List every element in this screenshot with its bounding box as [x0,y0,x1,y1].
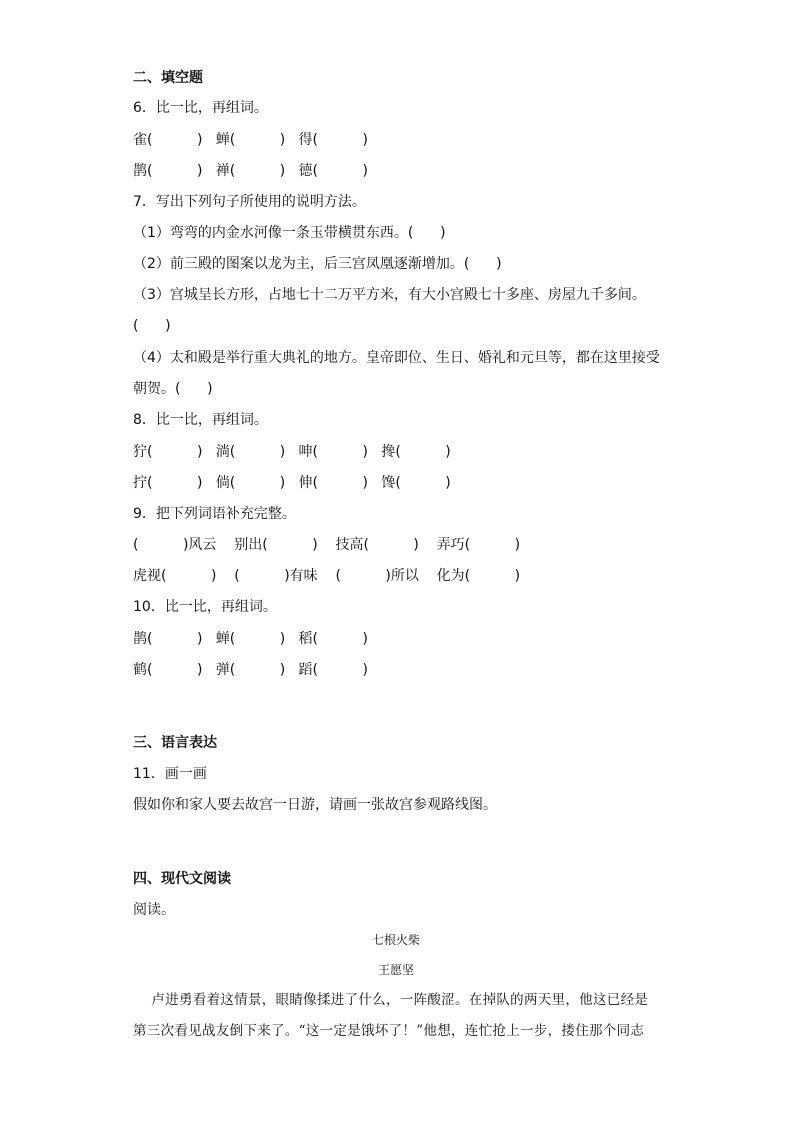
q9-row1: ( )风云 别出( ) 技高( ) 弄巧( ) [133,537,521,553]
section-fill-blank: 二、填空题 [133,70,203,86]
q8-row2: 拧( ) 倘( ) 伸( ) 馋( ) [133,475,451,491]
story-author: 王愿坚 [378,963,415,977]
q7-s2: （2）前三殿的图案以龙为主，后三宫凤凰逐渐增加。( ) [133,256,502,272]
q8-prompt: 8．比一比，再组词。 [133,412,268,428]
q7-s1: （1）弯弯的内金水河像一条玉带横贯东西。( ) [133,225,446,241]
q10-row1: 鹊( ) 蝉( ) 稻( ) [133,631,368,647]
story-title: 七根火柴 [372,933,421,947]
q11-text: 假如你和家人要去故宫一日游，请画一张故宫参观路线图。 [133,797,497,813]
story-line-1: 卢进勇看着这情景，眼睛像揉进了什么，一阵酸涩。在掉队的两天里，他这已经是 [133,992,649,1008]
q6-prompt: 6．比一比，再组词。 [133,100,268,116]
q9-row2: 虎视( ) ( )有味 ( )所以 化为( ) [133,568,521,584]
q7-s3a: （3）宫城呈长方形，占地七十二万平方米，有大小宫殿七十多座、房屋九千多间。 [133,287,646,303]
reading-intro: 阅读。 [133,902,175,918]
q10-prompt: 10．比一比，再组词。 [133,599,277,615]
q9-prompt: 9．把下列词语补充完整。 [133,506,296,522]
story-line-2: 第三次看见战友倒下来了。“这一定是饿坏了！”他想，连忙抢上一步，搂住那个同志 [133,1023,645,1039]
q6-row1: 雀( ) 蝉( ) 得( ) [133,132,368,148]
q8-row1: 狞( ) 淌( ) 呻( ) 搀( ) [133,444,451,460]
q10-row2: 鹤( ) 弹( ) 蹈( ) [133,662,368,678]
q7-s3b: ( ) [133,318,171,334]
q11-prompt: 11．画一画 [133,766,207,782]
section-reading: 四、现代文阅读 [133,871,231,887]
section-language: 三、语言表达 [133,735,217,751]
q7-s4a: （4）太和殿是举行重大典礼的地方。皇帝即位、生日、婚礼和元旦等，都在这里接受 [133,350,660,366]
q7-s4b: 朝贺。( ) [133,381,213,397]
q7-prompt: 7．写出下列句子所使用的说明方法。 [133,194,366,210]
q6-row2: 鹊( ) 禅( ) 德( ) [133,163,368,179]
